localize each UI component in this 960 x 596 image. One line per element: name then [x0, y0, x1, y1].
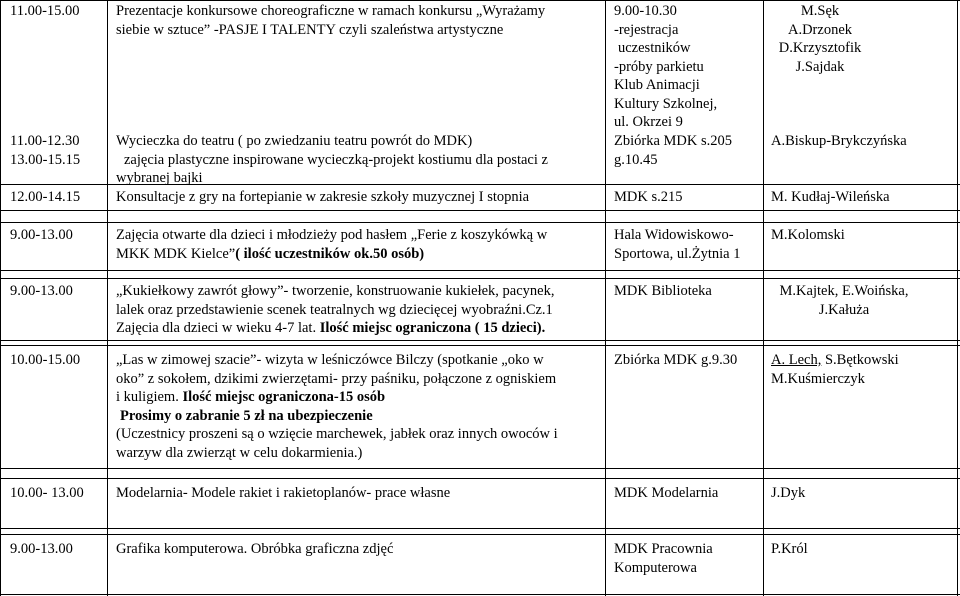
row-divider [0, 534, 960, 535]
row-divider [0, 222, 960, 223]
row-divider [0, 478, 960, 479]
time-cell: 10.00-15.00 [10, 352, 81, 368]
row-divider [0, 594, 960, 595]
row-divider [0, 468, 960, 469]
place-cell: MDK s.215 [614, 189, 683, 205]
time-cell: 9.00-13.00 [10, 541, 73, 557]
place-cell: Zbiórka MDK s.205 g.10.45 [614, 133, 733, 168]
table-row [10, 2, 80, 21]
row-divider [0, 210, 960, 211]
description-cell: Grafika komputerowa. Obróbka graficzna zdjęć [116, 541, 394, 557]
description-line: siebie w sztuce” -PASJE I TALENTY czyli szaleństwa artystyczne [116, 21, 504, 38]
time-cell: 9.00-13.00 [10, 227, 73, 243]
description-cell: „Las w zimowej szacie”- wizyta w leśniczówce Bilczy (spotkanie „oko w oko” z sokołem, dzikimi zwierzętami- przy paśniku, połączone z ogniskiem i kuligiem. Ilość miejsc ograniczona-15 osób Prosimy o zabranie 5 zł na ubezpieczenie (Uczestnicy proszeni są o wzięcie marchewek, jabłek oraz innych owoców i warzyw dla zwierząt w celu dokarmienia.) [116, 352, 558, 461]
person-cell: A.Biskup-Brykczyńska [771, 133, 907, 149]
row-divider [0, 345, 960, 346]
row-divider [0, 0, 960, 1]
column-divider [763, 0, 764, 596]
time-cell: 11.00-15.00 [10, 3, 80, 19]
column-divider [605, 0, 606, 596]
person-cell: A. Lech, S.Bętkowski M.Kuśmierczyk [771, 352, 899, 387]
description-cell: „Kukiełkowy zawrót głowy”- tworzenie, konstruowanie kukiełek, pacynek, lalek oraz przedstawienie scenek teatralnych wg dziecięcej wyobraźni.Cz.1 Zajęcia dla dzieci w wieku 4-7 lat. Ilość miejsc ograniczona ( 15 dzieci). [116, 283, 555, 336]
time-cell: 10.00- 13.00 [10, 485, 84, 501]
place-cell: MDK Pracownia Komputerowa [614, 541, 713, 576]
description-cell: Zajęcia otwarte dla dzieci i młodzieży pod hasłem „Ferie z koszykówką w MKK MDK Kielce”( ilość uczestników ok.50 osób) [116, 227, 548, 262]
place-cell: MDK Modelarnia [614, 485, 719, 501]
description-cell: Wycieczka do teatru ( po zwiedzaniu teatru powrót do MDK) zajęcia plastyczne inspirowane wycieczką-projekt kostiumu dla postaci z wybranej bajki [116, 133, 548, 186]
row-divider [0, 528, 960, 529]
time-cell: 9.00-13.00 [10, 283, 73, 299]
description-line: Prezentacje konkursowe choreograficzne w ramach konkursu „Wyrażamy [116, 3, 546, 19]
person-cell: M. Kudłaj-Wileńska [771, 189, 890, 205]
time-cell: 11.00-12.30 13.00-15.15 [10, 133, 81, 168]
table-row [116, 2, 545, 39]
person-cell: M.Kajtek, E.Woińska, J.Kałuża [779, 283, 909, 318]
description-cell: Konsultacje z gry na fortepianie w zakresie szkoły muzycznej I stopnia [116, 189, 530, 205]
row-divider [0, 270, 960, 271]
column-divider [957, 0, 958, 596]
time-cell: 12.00-14.15 [10, 189, 81, 205]
person-cell: P.Król [771, 541, 808, 557]
row-divider [0, 340, 960, 341]
place-cell: MDK Biblioteka [614, 283, 712, 299]
person-cell: M.Kolomski [771, 227, 845, 243]
row-divider [0, 278, 960, 279]
place-cell: Zbiórka MDK g.9.30 [614, 352, 738, 368]
place-cell: 9.00-10.30 -rejestracja uczestników -próby parkietu Klub Animacji Kultury Szkolnej, ul. Okrzei 9 [614, 3, 718, 130]
place-cell: Hala Widowiskowo- Sportowa, ul.Żytnia 1 [614, 227, 741, 262]
person-cell: J.Dyk [771, 485, 806, 501]
person-cell: M.Sęk A.Drzonek D.Krzysztofik J.Sajdak [778, 3, 862, 75]
column-divider [107, 0, 108, 596]
column-divider [0, 0, 1, 596]
description-cell: Modelarnia- Modele rakiet i rakietoplanów- prace własne [116, 485, 451, 501]
